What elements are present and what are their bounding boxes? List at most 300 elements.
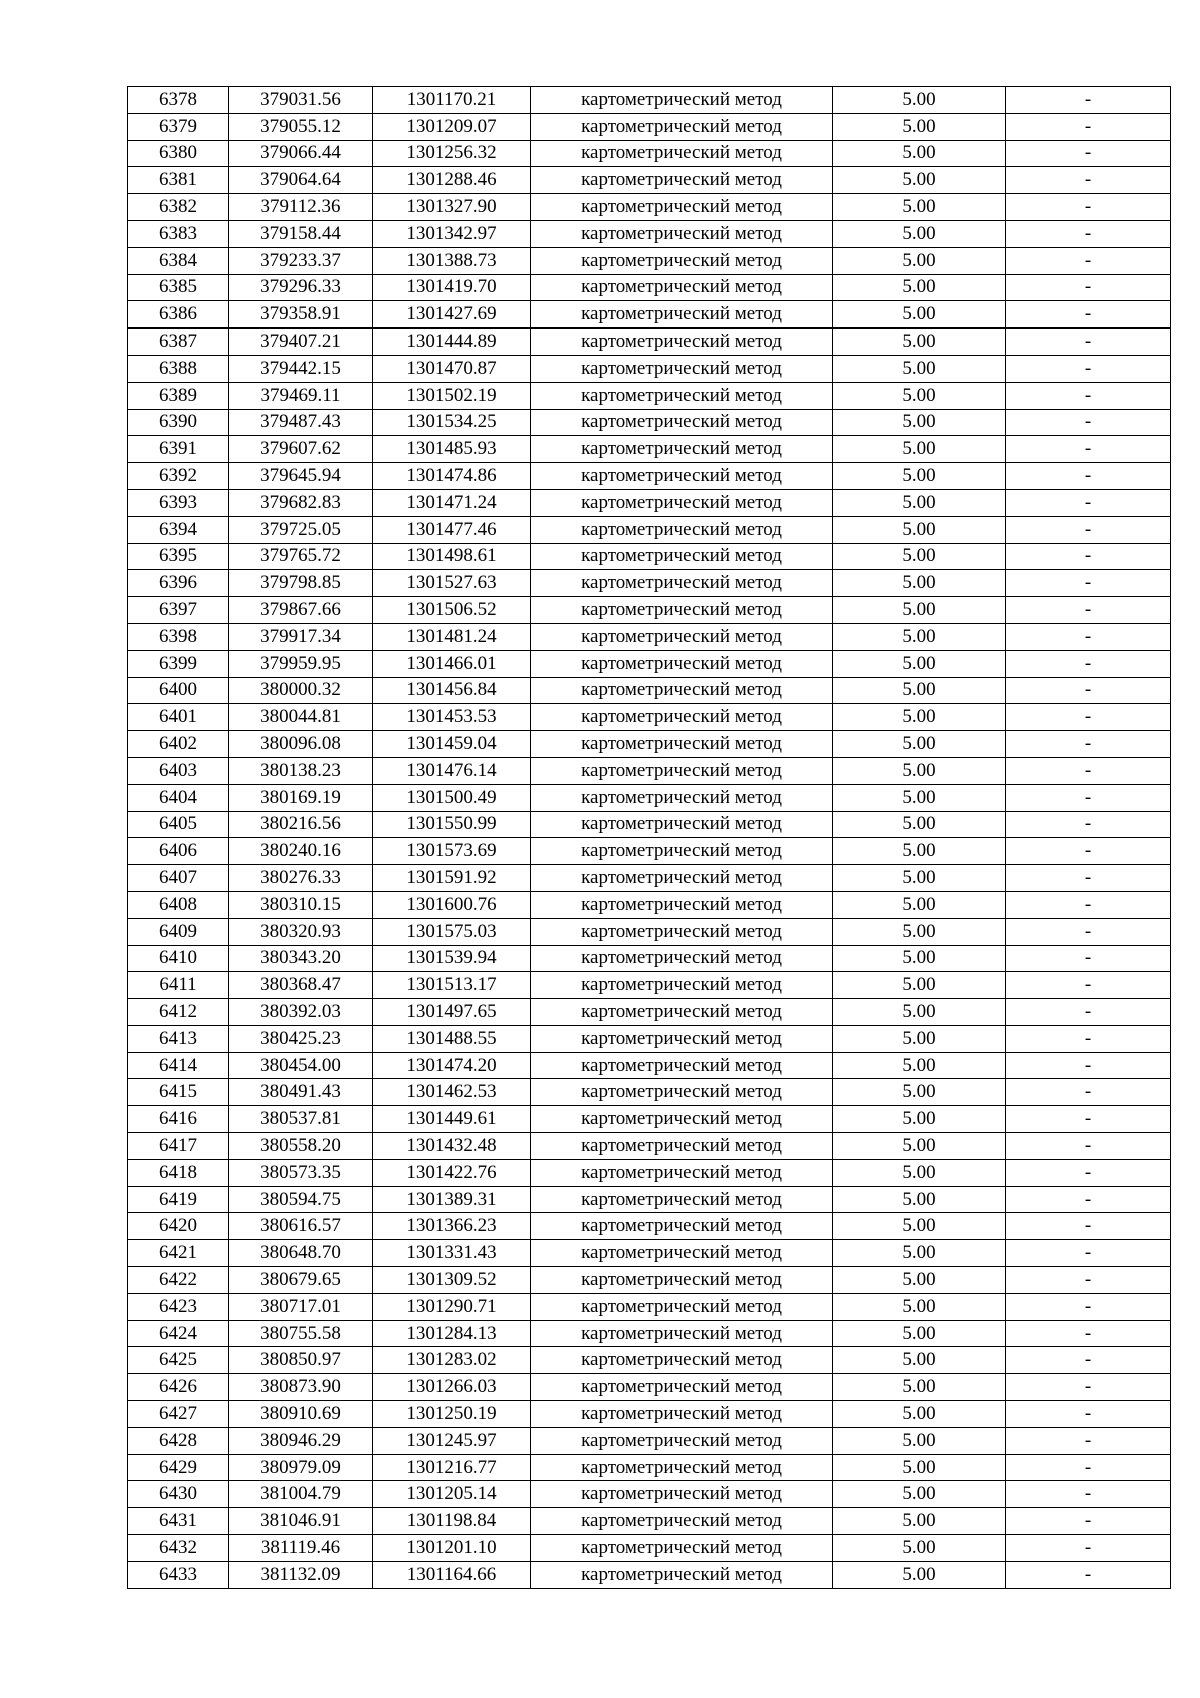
method-cell: картометрический метод — [531, 328, 833, 355]
method-cell: картометрический метод — [531, 1320, 833, 1347]
description-cell: - — [1006, 382, 1171, 409]
method-cell: картометрический метод — [531, 194, 833, 221]
x-coordinate-cell: 380240.16 — [229, 838, 373, 865]
y-coordinate-cell: 1301456.84 — [373, 677, 531, 704]
y-coordinate-cell: 1301498.61 — [373, 543, 531, 570]
x-coordinate-cell: 380979.09 — [229, 1454, 373, 1481]
table-row — [128, 1401, 1171, 1428]
method-cell: картометрический метод — [531, 516, 833, 543]
accuracy-cell: 5.00 — [833, 382, 1006, 409]
accuracy-cell: 5.00 — [833, 623, 1006, 650]
y-coordinate-cell: 1301209.07 — [373, 113, 531, 140]
description-cell: - — [1006, 757, 1171, 784]
accuracy-cell: 5.00 — [833, 731, 1006, 758]
description-cell: - — [1006, 945, 1171, 972]
y-coordinate-cell: 1301453.53 — [373, 704, 531, 731]
accuracy-cell: 5.00 — [833, 865, 1006, 892]
method-cell: картометрический метод — [531, 1401, 833, 1428]
description-cell: - — [1006, 623, 1171, 650]
accuracy-cell: 5.00 — [833, 1454, 1006, 1481]
method-cell: картометрический метод — [531, 1481, 833, 1508]
description-cell: - — [1006, 1267, 1171, 1294]
point-number-cell: 6390 — [128, 409, 229, 436]
point-number-cell: 6403 — [128, 757, 229, 784]
x-coordinate-cell: 379682.83 — [229, 489, 373, 516]
table-row — [128, 1293, 1171, 1320]
y-coordinate-cell: 1301205.14 — [373, 1481, 531, 1508]
table-row — [128, 865, 1171, 892]
accuracy-cell: 5.00 — [833, 999, 1006, 1026]
table-row — [128, 1267, 1171, 1294]
y-coordinate-cell: 1301250.19 — [373, 1401, 531, 1428]
accuracy-cell: 5.00 — [833, 436, 1006, 463]
y-coordinate-cell: 1301201.10 — [373, 1535, 531, 1562]
x-coordinate-cell: 380216.56 — [229, 811, 373, 838]
point-number-cell: 6409 — [128, 918, 229, 945]
accuracy-cell: 5.00 — [833, 811, 1006, 838]
y-coordinate-cell: 1301477.46 — [373, 516, 531, 543]
description-cell: - — [1006, 731, 1171, 758]
point-number-cell: 6422 — [128, 1267, 229, 1294]
accuracy-cell: 5.00 — [833, 972, 1006, 999]
point-number-cell: 6394 — [128, 516, 229, 543]
method-cell: картометрический метод — [531, 811, 833, 838]
point-number-cell: 6419 — [128, 1186, 229, 1213]
y-coordinate-cell: 1301449.61 — [373, 1106, 531, 1133]
y-coordinate-cell: 1301476.14 — [373, 757, 531, 784]
x-coordinate-cell: 381119.46 — [229, 1535, 373, 1562]
accuracy-cell: 5.00 — [833, 597, 1006, 624]
description-cell: - — [1006, 113, 1171, 140]
table-row — [128, 1133, 1171, 1160]
description-cell: - — [1006, 838, 1171, 865]
accuracy-cell: 5.00 — [833, 1401, 1006, 1428]
method-cell: картометрический метод — [531, 301, 833, 328]
method-cell: картометрический метод — [531, 650, 833, 677]
point-number-cell: 6428 — [128, 1427, 229, 1454]
description-cell: - — [1006, 543, 1171, 570]
point-number-cell: 6386 — [128, 301, 229, 328]
x-coordinate-cell: 381046.91 — [229, 1508, 373, 1535]
y-coordinate-cell: 1301419.70 — [373, 274, 531, 301]
point-number-cell: 6391 — [128, 436, 229, 463]
accuracy-cell: 5.00 — [833, 463, 1006, 490]
method-cell: картометрический метод — [531, 731, 833, 758]
x-coordinate-cell: 379798.85 — [229, 570, 373, 597]
description-cell: - — [1006, 463, 1171, 490]
y-coordinate-cell: 1301432.48 — [373, 1133, 531, 1160]
x-coordinate-cell: 380138.23 — [229, 757, 373, 784]
method-cell: картометрический метод — [531, 1186, 833, 1213]
accuracy-cell: 5.00 — [833, 650, 1006, 677]
method-cell: картометрический метод — [531, 1159, 833, 1186]
x-coordinate-cell: 379725.05 — [229, 516, 373, 543]
method-cell: картометрический метод — [531, 999, 833, 1026]
y-coordinate-cell: 1301444.89 — [373, 328, 531, 355]
point-number-cell: 6380 — [128, 140, 229, 167]
y-coordinate-cell: 1301488.55 — [373, 1025, 531, 1052]
point-number-cell: 6385 — [128, 274, 229, 301]
description-cell: - — [1006, 516, 1171, 543]
accuracy-cell: 5.00 — [833, 891, 1006, 918]
method-cell: картометрический метод — [531, 865, 833, 892]
point-number-cell: 6423 — [128, 1293, 229, 1320]
method-cell: картометрический метод — [531, 1079, 833, 1106]
table-row — [128, 891, 1171, 918]
y-coordinate-cell: 1301534.25 — [373, 409, 531, 436]
description-cell: - — [1006, 1561, 1171, 1588]
method-cell: картометрический метод — [531, 1427, 833, 1454]
x-coordinate-cell: 381132.09 — [229, 1561, 373, 1588]
point-number-cell: 6379 — [128, 113, 229, 140]
accuracy-cell: 5.00 — [833, 1535, 1006, 1562]
table-row — [128, 811, 1171, 838]
x-coordinate-cell: 379645.94 — [229, 463, 373, 490]
accuracy-cell: 5.00 — [833, 1267, 1006, 1294]
accuracy-cell: 5.00 — [833, 1186, 1006, 1213]
x-coordinate-cell: 380000.32 — [229, 677, 373, 704]
accuracy-cell: 5.00 — [833, 1133, 1006, 1160]
x-coordinate-cell: 379064.64 — [229, 167, 373, 194]
description-cell: - — [1006, 677, 1171, 704]
x-coordinate-cell: 380616.57 — [229, 1213, 373, 1240]
table-row — [128, 1347, 1171, 1374]
x-coordinate-cell: 379233.37 — [229, 247, 373, 274]
point-number-cell: 6432 — [128, 1535, 229, 1562]
table-row — [128, 1186, 1171, 1213]
y-coordinate-cell: 1301470.87 — [373, 355, 531, 382]
method-cell: картометрический метод — [531, 1025, 833, 1052]
x-coordinate-cell: 380454.00 — [229, 1052, 373, 1079]
x-coordinate-cell: 380717.01 — [229, 1293, 373, 1320]
point-number-cell: 6416 — [128, 1106, 229, 1133]
accuracy-cell: 5.00 — [833, 1508, 1006, 1535]
y-coordinate-cell: 1301497.65 — [373, 999, 531, 1026]
accuracy-cell: 5.00 — [833, 489, 1006, 516]
method-cell: картометрический метод — [531, 597, 833, 624]
accuracy-cell: 5.00 — [833, 784, 1006, 811]
y-coordinate-cell: 1301573.69 — [373, 838, 531, 865]
y-coordinate-cell: 1301539.94 — [373, 945, 531, 972]
x-coordinate-cell: 380648.70 — [229, 1240, 373, 1267]
accuracy-cell: 5.00 — [833, 1293, 1006, 1320]
method-cell: картометрический метод — [531, 1052, 833, 1079]
accuracy-cell: 5.00 — [833, 113, 1006, 140]
x-coordinate-cell: 380368.47 — [229, 972, 373, 999]
table-row — [128, 1374, 1171, 1401]
point-number-cell: 6429 — [128, 1454, 229, 1481]
description-cell: - — [1006, 436, 1171, 463]
point-number-cell: 6388 — [128, 355, 229, 382]
point-number-cell: 6431 — [128, 1508, 229, 1535]
x-coordinate-cell: 379066.44 — [229, 140, 373, 167]
table-row — [128, 1106, 1171, 1133]
accuracy-cell: 5.00 — [833, 194, 1006, 221]
y-coordinate-cell: 1301331.43 — [373, 1240, 531, 1267]
point-number-cell: 6424 — [128, 1320, 229, 1347]
method-cell: картометрический метод — [531, 1454, 833, 1481]
table-row — [128, 1427, 1171, 1454]
y-coordinate-cell: 1301216.77 — [373, 1454, 531, 1481]
table-row — [128, 945, 1171, 972]
method-cell: картометрический метод — [531, 87, 833, 114]
accuracy-cell: 5.00 — [833, 1427, 1006, 1454]
table-row — [128, 436, 1171, 463]
point-number-cell: 6414 — [128, 1052, 229, 1079]
description-cell: - — [1006, 274, 1171, 301]
point-number-cell: 6402 — [128, 731, 229, 758]
x-coordinate-cell: 380310.15 — [229, 891, 373, 918]
x-coordinate-cell: 380679.65 — [229, 1267, 373, 1294]
description-cell: - — [1006, 1240, 1171, 1267]
method-cell: картометрический метод — [531, 972, 833, 999]
description-cell: - — [1006, 1106, 1171, 1133]
table-row — [128, 543, 1171, 570]
description-cell: - — [1006, 1535, 1171, 1562]
accuracy-cell: 5.00 — [833, 140, 1006, 167]
table-row — [128, 999, 1171, 1026]
accuracy-cell: 5.00 — [833, 1347, 1006, 1374]
table-row — [128, 274, 1171, 301]
accuracy-cell: 5.00 — [833, 247, 1006, 274]
x-coordinate-cell: 380392.03 — [229, 999, 373, 1026]
accuracy-cell: 5.00 — [833, 1240, 1006, 1267]
accuracy-cell: 5.00 — [833, 838, 1006, 865]
y-coordinate-cell: 1301170.21 — [373, 87, 531, 114]
method-cell: картометрический метод — [531, 1213, 833, 1240]
table-row — [128, 1240, 1171, 1267]
x-coordinate-cell: 379358.91 — [229, 301, 373, 328]
method-cell: картометрический метод — [531, 677, 833, 704]
table-row — [128, 1052, 1171, 1079]
table-row — [128, 1481, 1171, 1508]
method-cell: картометрический метод — [531, 1240, 833, 1267]
point-number-cell: 6384 — [128, 247, 229, 274]
y-coordinate-cell: 1301342.97 — [373, 220, 531, 247]
x-coordinate-cell: 380558.20 — [229, 1133, 373, 1160]
method-cell: картометрический метод — [531, 1535, 833, 1562]
description-cell: - — [1006, 1374, 1171, 1401]
y-coordinate-cell: 1301513.17 — [373, 972, 531, 999]
y-coordinate-cell: 1301550.99 — [373, 811, 531, 838]
accuracy-cell: 5.00 — [833, 87, 1006, 114]
x-coordinate-cell: 380169.19 — [229, 784, 373, 811]
method-cell: картометрический метод — [531, 409, 833, 436]
point-number-cell: 6397 — [128, 597, 229, 624]
y-coordinate-cell: 1301284.13 — [373, 1320, 531, 1347]
table-row — [128, 650, 1171, 677]
method-cell: картометрический метод — [531, 784, 833, 811]
description-cell: - — [1006, 247, 1171, 274]
y-coordinate-cell: 1301266.03 — [373, 1374, 531, 1401]
description-cell: - — [1006, 972, 1171, 999]
description-cell: - — [1006, 87, 1171, 114]
table-row — [128, 918, 1171, 945]
description-cell: - — [1006, 1186, 1171, 1213]
y-coordinate-cell: 1301502.19 — [373, 382, 531, 409]
point-number-cell: 6392 — [128, 463, 229, 490]
y-coordinate-cell: 1301471.24 — [373, 489, 531, 516]
description-cell: - — [1006, 1347, 1171, 1374]
accuracy-cell: 5.00 — [833, 677, 1006, 704]
x-coordinate-cell: 379296.33 — [229, 274, 373, 301]
table-row — [128, 1535, 1171, 1562]
x-coordinate-cell: 380491.43 — [229, 1079, 373, 1106]
table-row — [128, 570, 1171, 597]
description-cell: - — [1006, 1481, 1171, 1508]
table-row — [128, 1320, 1171, 1347]
accuracy-cell: 5.00 — [833, 945, 1006, 972]
accuracy-cell: 5.00 — [833, 1374, 1006, 1401]
description-cell: - — [1006, 704, 1171, 731]
x-coordinate-cell: 380276.33 — [229, 865, 373, 892]
x-coordinate-cell: 380044.81 — [229, 704, 373, 731]
y-coordinate-cell: 1301366.23 — [373, 1213, 531, 1240]
y-coordinate-cell: 1301600.76 — [373, 891, 531, 918]
point-number-cell: 6433 — [128, 1561, 229, 1588]
method-cell: картометрический метод — [531, 167, 833, 194]
x-coordinate-cell: 380320.93 — [229, 918, 373, 945]
x-coordinate-cell: 381004.79 — [229, 1481, 373, 1508]
x-coordinate-cell: 379031.56 — [229, 87, 373, 114]
table-row — [128, 194, 1171, 221]
accuracy-cell: 5.00 — [833, 918, 1006, 945]
point-number-cell: 6400 — [128, 677, 229, 704]
point-number-cell: 6398 — [128, 623, 229, 650]
point-number-cell: 6413 — [128, 1025, 229, 1052]
point-number-cell: 6415 — [128, 1079, 229, 1106]
method-cell: картометрический метод — [531, 1293, 833, 1320]
y-coordinate-cell: 1301474.86 — [373, 463, 531, 490]
table-row — [128, 597, 1171, 624]
x-coordinate-cell: 380343.20 — [229, 945, 373, 972]
table-row — [128, 87, 1171, 114]
point-number-cell: 6426 — [128, 1374, 229, 1401]
y-coordinate-cell: 1301388.73 — [373, 247, 531, 274]
x-coordinate-cell: 379607.62 — [229, 436, 373, 463]
point-number-cell: 6417 — [128, 1133, 229, 1160]
table-row — [128, 972, 1171, 999]
x-coordinate-cell: 380573.35 — [229, 1159, 373, 1186]
table-row — [128, 301, 1171, 328]
y-coordinate-cell: 1301506.52 — [373, 597, 531, 624]
table-row — [128, 1079, 1171, 1106]
table-row — [128, 409, 1171, 436]
accuracy-cell: 5.00 — [833, 167, 1006, 194]
table-row — [128, 838, 1171, 865]
accuracy-cell: 5.00 — [833, 274, 1006, 301]
x-coordinate-cell: 379765.72 — [229, 543, 373, 570]
y-coordinate-cell: 1301164.66 — [373, 1561, 531, 1588]
method-cell: картометрический метод — [531, 355, 833, 382]
method-cell: картометрический метод — [531, 570, 833, 597]
method-cell: картометрический метод — [531, 1133, 833, 1160]
x-coordinate-cell: 380755.58 — [229, 1320, 373, 1347]
y-coordinate-cell: 1301575.03 — [373, 918, 531, 945]
x-coordinate-cell: 380946.29 — [229, 1427, 373, 1454]
table-row — [128, 355, 1171, 382]
table-row — [128, 516, 1171, 543]
table-row — [128, 113, 1171, 140]
point-number-cell: 6399 — [128, 650, 229, 677]
description-cell: - — [1006, 1052, 1171, 1079]
point-number-cell: 6396 — [128, 570, 229, 597]
table-row — [128, 167, 1171, 194]
description-cell: - — [1006, 918, 1171, 945]
accuracy-cell: 5.00 — [833, 1052, 1006, 1079]
description-cell: - — [1006, 1508, 1171, 1535]
point-number-cell: 6425 — [128, 1347, 229, 1374]
point-number-cell: 6389 — [128, 382, 229, 409]
point-number-cell: 6411 — [128, 972, 229, 999]
accuracy-cell: 5.00 — [833, 328, 1006, 355]
point-number-cell: 6405 — [128, 811, 229, 838]
point-number-cell: 6418 — [128, 1159, 229, 1186]
x-coordinate-cell: 380873.90 — [229, 1374, 373, 1401]
y-coordinate-cell: 1301527.63 — [373, 570, 531, 597]
accuracy-cell: 5.00 — [833, 355, 1006, 382]
y-coordinate-cell: 1301474.20 — [373, 1052, 531, 1079]
method-cell: картометрический метод — [531, 891, 833, 918]
y-coordinate-cell: 1301198.84 — [373, 1508, 531, 1535]
table-row — [128, 382, 1171, 409]
accuracy-cell: 5.00 — [833, 1106, 1006, 1133]
point-number-cell: 6430 — [128, 1481, 229, 1508]
description-cell: - — [1006, 1159, 1171, 1186]
accuracy-cell: 5.00 — [833, 516, 1006, 543]
description-cell: - — [1006, 220, 1171, 247]
x-coordinate-cell: 379917.34 — [229, 623, 373, 650]
method-cell: картометрический метод — [531, 945, 833, 972]
description-cell: - — [1006, 597, 1171, 624]
point-number-cell: 6404 — [128, 784, 229, 811]
table-row — [128, 623, 1171, 650]
y-coordinate-cell: 1301481.24 — [373, 623, 531, 650]
y-coordinate-cell: 1301327.90 — [373, 194, 531, 221]
table-row — [128, 704, 1171, 731]
x-coordinate-cell: 379442.15 — [229, 355, 373, 382]
table-row — [128, 731, 1171, 758]
method-cell: картометрический метод — [531, 1508, 833, 1535]
accuracy-cell: 5.00 — [833, 301, 1006, 328]
y-coordinate-cell: 1301290.71 — [373, 1293, 531, 1320]
table-row — [128, 247, 1171, 274]
description-cell: - — [1006, 1401, 1171, 1428]
y-coordinate-cell: 1301459.04 — [373, 731, 531, 758]
description-cell: - — [1006, 811, 1171, 838]
point-number-cell: 6410 — [128, 945, 229, 972]
accuracy-cell: 5.00 — [833, 704, 1006, 731]
description-cell: - — [1006, 409, 1171, 436]
x-coordinate-cell: 380537.81 — [229, 1106, 373, 1133]
accuracy-cell: 5.00 — [833, 1481, 1006, 1508]
method-cell: картометрический метод — [531, 543, 833, 570]
y-coordinate-cell: 1301389.31 — [373, 1186, 531, 1213]
description-cell: - — [1006, 1293, 1171, 1320]
point-number-cell: 6393 — [128, 489, 229, 516]
method-cell: картометрический метод — [531, 918, 833, 945]
y-coordinate-cell: 1301283.02 — [373, 1347, 531, 1374]
point-number-cell: 6383 — [128, 220, 229, 247]
table-row — [128, 328, 1171, 355]
method-cell: картометрический метод — [531, 757, 833, 784]
accuracy-cell: 5.00 — [833, 1320, 1006, 1347]
description-cell: - — [1006, 167, 1171, 194]
y-coordinate-cell: 1301309.52 — [373, 1267, 531, 1294]
point-number-cell: 6421 — [128, 1240, 229, 1267]
y-coordinate-cell: 1301485.93 — [373, 436, 531, 463]
y-coordinate-cell: 1301245.97 — [373, 1427, 531, 1454]
